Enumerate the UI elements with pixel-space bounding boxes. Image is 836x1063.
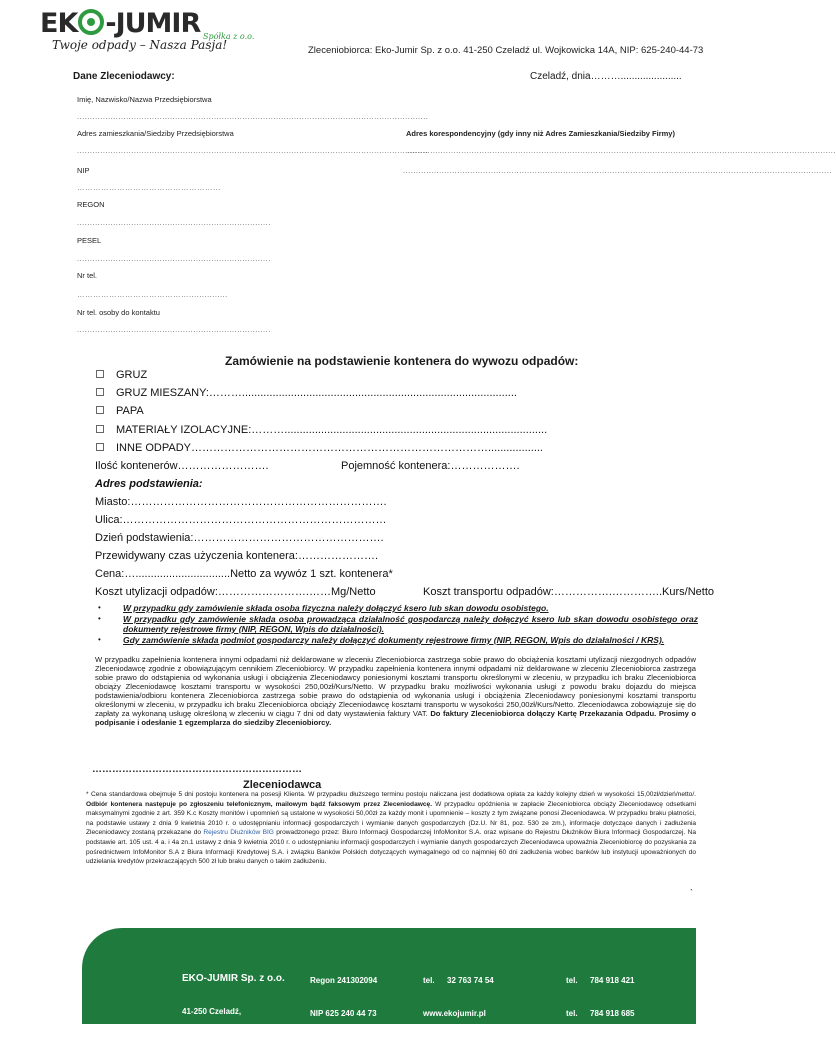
signature-dots: ……………………………………………………… xyxy=(92,764,302,775)
checkbox-icon[interactable] xyxy=(96,425,104,433)
waste-type-gruz-mieszany[interactable] xyxy=(96,387,517,399)
footer-city: 41-250 Czeladź, xyxy=(182,1007,242,1016)
logo-text-right: -JUMIR xyxy=(105,8,201,39)
footer-krs: Nr KRS 0000335837 xyxy=(310,1042,385,1051)
footer-phone-label: tel. xyxy=(566,1009,578,1018)
checkbox-icon[interactable] xyxy=(96,406,104,414)
footer-contact xyxy=(423,953,529,1063)
terms-text: W przypadku zapełnienia kontenera innymi odpadami niż deklarowane w zleceniu Zleceniobiorca zastrzega sobie prawo do obciążenia kosztami utylizacji niezgodnych odpadów Zleceniodawcę zgodnie z obowiązującym cennikiem Zleceniobiorcy. W przypadku zapełnienia kontenera innymi odpadami niż deklarowane w zleceniu Zleceniobiorca zastrzega sobie prawo do odstąpienia od wykonania usługi i obciążenia Zleceniodawcy poniesionymi kosztami transportu określonymi w zleceniu, w przypadku ich braku Zleceniobiorca obciąży Zleceniodawcę kosztami transportu w wysokości 250,00zł/Kurs/Netto. W przypadku braku możliwości wykonania usługi z powodu braku dojazdu do miejsca podstawienia/odbioru kontenera Zleceniobiorca zastrzega sobie prawo do odstąpienia od wykonania usługi i obciążenia Zleceniodawcy poniesionymi kosztami transportu określonymi w zleceniu, w przypadku ich braku Zleceniobiorca obciąży Zleceniodawcę kosztami transportu w wysokości 250,00zł/Kurs/Netto. Zleceniodawca zobowiązuje się do zapłaty za wykonaną usługę określoną w zleceniu w ciągu 7 dni od daty wystawienia faktury VAT. xyxy=(95,655,696,718)
company-slogan: Twoje odpady – Nasza Pasja! xyxy=(52,38,228,52)
footnote-bold: Odbiór kontenera następuje po zgłoszeniu telefonicznym, mailowym bądź faksowym przez Zleceniodawcę. xyxy=(86,800,433,808)
terms-paragraph xyxy=(95,655,696,727)
note-item xyxy=(98,603,698,613)
usage-time: Przewidywany czas użyczenia kontenera:…………………. xyxy=(95,550,379,562)
field-name-label: Imię, Nazwisko/Nazwa Przedsiębiorstwa xyxy=(77,95,212,104)
footer-phones xyxy=(566,953,635,1063)
delivery-city: Miasto:……………………………………………………………. xyxy=(95,496,387,508)
bullet-icon: • xyxy=(98,635,101,644)
price-line: Cena:…...............................Netto za wywóz 1 szt. kontenera* xyxy=(95,568,393,580)
footer-registry xyxy=(310,953,385,1063)
checkbox-icon[interactable] xyxy=(96,370,104,378)
field-regon-label: REGON xyxy=(77,200,105,209)
signature-label: Zleceniodawca xyxy=(243,779,322,791)
bullet-icon: • xyxy=(98,603,101,612)
note-item xyxy=(98,614,698,634)
terms-bold-text: Do faktury Zleceniobiorca dołączy Kartę Przekazania Odpadu. Prosimy o podpisanie i odesłanie 1 egzemplarza do siedziby Zleceniobiorcy. xyxy=(95,709,696,727)
footer-phone-3[interactable]: 784 918 696 xyxy=(590,1042,635,1051)
big-registry-link[interactable]: Rejestru Dłużników BIG xyxy=(203,829,274,837)
footer-phone-label: tel. xyxy=(566,976,578,985)
field-pesel-label: PESEL xyxy=(77,236,102,245)
waste-type-label: GRUZ xyxy=(116,369,148,381)
checkbox-icon[interactable] xyxy=(96,443,104,451)
field-address-dots: ........................................................................................................................................ xyxy=(77,146,429,155)
field-name-dots: ........................................................................................................................................ xyxy=(77,112,429,121)
field-pesel-dots: ........................................................................... xyxy=(77,254,271,263)
footer-phone-2[interactable]: 784 918 685 xyxy=(590,1009,635,1018)
logo-circle-icon xyxy=(78,9,104,35)
disposal-cost: Koszt utylizacji odpadów:…………………….……Mg/Netto xyxy=(95,586,376,598)
waste-type-gruz[interactable] xyxy=(96,369,147,381)
footer-tel-label: tel. xyxy=(423,976,435,985)
transport-cost: Koszt transportu odpadów:…………….…………..Kurs/Netto xyxy=(423,586,714,598)
waste-type-inne[interactable] xyxy=(96,442,543,454)
footer-email[interactable]: biuro@ekojumir.pl xyxy=(459,1042,530,1051)
delivery-day: Dzień podstawienia:……………………………………………. xyxy=(95,532,384,544)
correspondence-label: Adres korespondencyjny (gdy inny niż Adres Zamieszkania/Siedziby Firmy) xyxy=(406,129,675,138)
container-capacity: Pojemność kontenera:………………. xyxy=(341,460,520,472)
logo-text-left: EK xyxy=(40,8,78,39)
footer-tel[interactable]: 32 763 74 54 xyxy=(447,976,494,985)
footer-nip: NIP 625 240 44 73 xyxy=(310,1009,377,1018)
field-nip-label: NIP xyxy=(77,166,90,175)
order-title: Zamówienie na podstawienie kontenera do wywozu odpadów: xyxy=(225,354,579,368)
delivery-address-heading: Adres podstawienia: xyxy=(95,478,203,490)
place-date: Czeladź, dnia………...................... xyxy=(530,71,682,82)
footer-phone-label: tel. xyxy=(566,1042,578,1051)
correspondence-dots-1: ...................................................................................................................................................................... xyxy=(407,146,836,155)
waste-type-label: MATERIAŁY IZOLACYJNE:………...................................................................................... xyxy=(116,424,548,436)
note-text: W przypadku gdy zamówienie składa osoba prowadząca działalność gospodarczą należy dołączyć ksero lub skan dowodu osobistego oraz dokumenty rejestrowe firmy (NIP, REGON, Wpis do działalności). xyxy=(123,614,698,634)
footnote-text-2: W przypadku opóźnienia w zapłacie Zleceniobiorca obciąży Zleceniodawcę odsetkami maksymalnymi zgodnie z art. 359 K.c Koszty monitów i upomnień są ustalone w wysokości 50,00zł za każdy monit i upomnienie – koszty z tym związane ponosi Zleceniodawca. W przypadku braku płatności, na podstawie ustawy z dnia 9 kwietnia 2010 r. o udostępnianiu informacji gospodarczych i wymianie danych gospodarczych (Dz.U. Nr 81, poz. 530 ze zm.), informacje dotyczące danych i zadłużenia Zleceniodawcy zostaną przekazane do xyxy=(86,800,696,837)
notes-list xyxy=(98,603,698,645)
company-type: Spółka z o.o. xyxy=(203,32,255,41)
footnote-text-3: prowadzonego przez: Biuro Informacji Gospodarczej InfoMonitor S.A. oraz wpisane do Rejestru Dłużników Biura Informacji Gospodarczej. Na podstawie art. 105 ust. 4 a. i 4a zn.1 ustawy z dnia 9 kwietnia 2010 r. o udostępnianiu informacji gospodarczych i wymianie danych gospodarczych Zleceniodawca upoważnia Zleceniobiorcę do pozyskania za pośrednictwem InfoMonitor S.A z Biura Informacji Kredytowej S.A. i związku Banków Polskich dotyczących wymagalnego od co najmniej 60 dni zadłużenia wobec banków lub instytucji upoważnionych do udzielania kredytów przekraczających 500 zł lub braku danych o takim zadłużeniu. xyxy=(86,829,697,866)
footer-website[interactable]: www.ekojumir.pl xyxy=(423,1009,486,1018)
footer-company xyxy=(182,951,285,1061)
bullet-icon: • xyxy=(98,614,101,623)
waste-type-izolacyjne[interactable] xyxy=(96,424,547,436)
footer-email-label: e-mail: xyxy=(423,1042,449,1051)
footer-regon: Regon 241302094 xyxy=(310,976,378,985)
correspondence-dots-2: ...................................................................................................................................................................... xyxy=(403,166,832,175)
client-heading: Dane Zleceniodawcy: xyxy=(73,71,175,82)
company-logo xyxy=(40,8,200,39)
footnote xyxy=(86,790,696,867)
contractor-line: Zleceniobiorca: Eko-Jumir Sp. z o.o. 41-250 Czeladź ul. Wojkowicka 14A, NIP: 625-240-44-73 xyxy=(308,45,704,56)
containers-count: Ilość kontenerów……………………. xyxy=(95,460,269,472)
field-phone-dots: ……………………………………............... xyxy=(77,290,228,299)
note-text: Gdy zamówienie składa podmiot gospodarczy należy dołączyć dokumenty rejestrowe firmy (NIP, REGON, Wpis do działalności / KRS). xyxy=(123,635,665,645)
field-regon-dots: ........................................................................... xyxy=(77,218,271,227)
footer-phone-1[interactable]: 784 918 421 xyxy=(590,976,635,985)
waste-type-papa[interactable] xyxy=(96,405,144,417)
waste-type-label: INNE ODPADY……………………………………………………………………….................. xyxy=(116,442,543,454)
footnote-text-1: * Cena standardowa obejmuje 5 dni postoju kontenera na posesji Klienta. W przypadku dłuższego terminu postoju naliczana jest dodatkowa opłata za każdy kolejny dzień w wysokości 15,00zł/dzień/netto/. xyxy=(86,791,696,798)
footer-company-name: EKO-JUMIR Sp. z o.o. xyxy=(182,973,285,984)
note-item xyxy=(98,635,698,645)
checkbox-icon[interactable] xyxy=(96,388,104,396)
field-nip-dots: ……………………………………………... xyxy=(77,183,221,192)
note-text: W przypadku gdy zamówienie składa osoba fizyczna należy dołączyć ksero lub skan dowodu osobistego. xyxy=(123,603,549,613)
waste-type-label: PAPA xyxy=(116,405,144,417)
field-contact-phone-dots: ........................................................................... xyxy=(77,325,271,334)
footer-street: ul. Wojkowicka 14 A xyxy=(182,1040,259,1049)
delivery-street: Ulica:……………………………………………………………… xyxy=(95,514,387,526)
field-contact-phone-label: Nr tel. osoby do kontaktu xyxy=(77,308,160,317)
field-phone-label: Nr tel. xyxy=(77,271,98,280)
field-address-label: Adres zamieszkania/Siedziby Przedsiębiorstwa xyxy=(77,129,234,138)
stray-mark: ` xyxy=(690,888,693,898)
waste-type-label: GRUZ MIESZANY:……….......................................................................................... xyxy=(116,387,517,399)
